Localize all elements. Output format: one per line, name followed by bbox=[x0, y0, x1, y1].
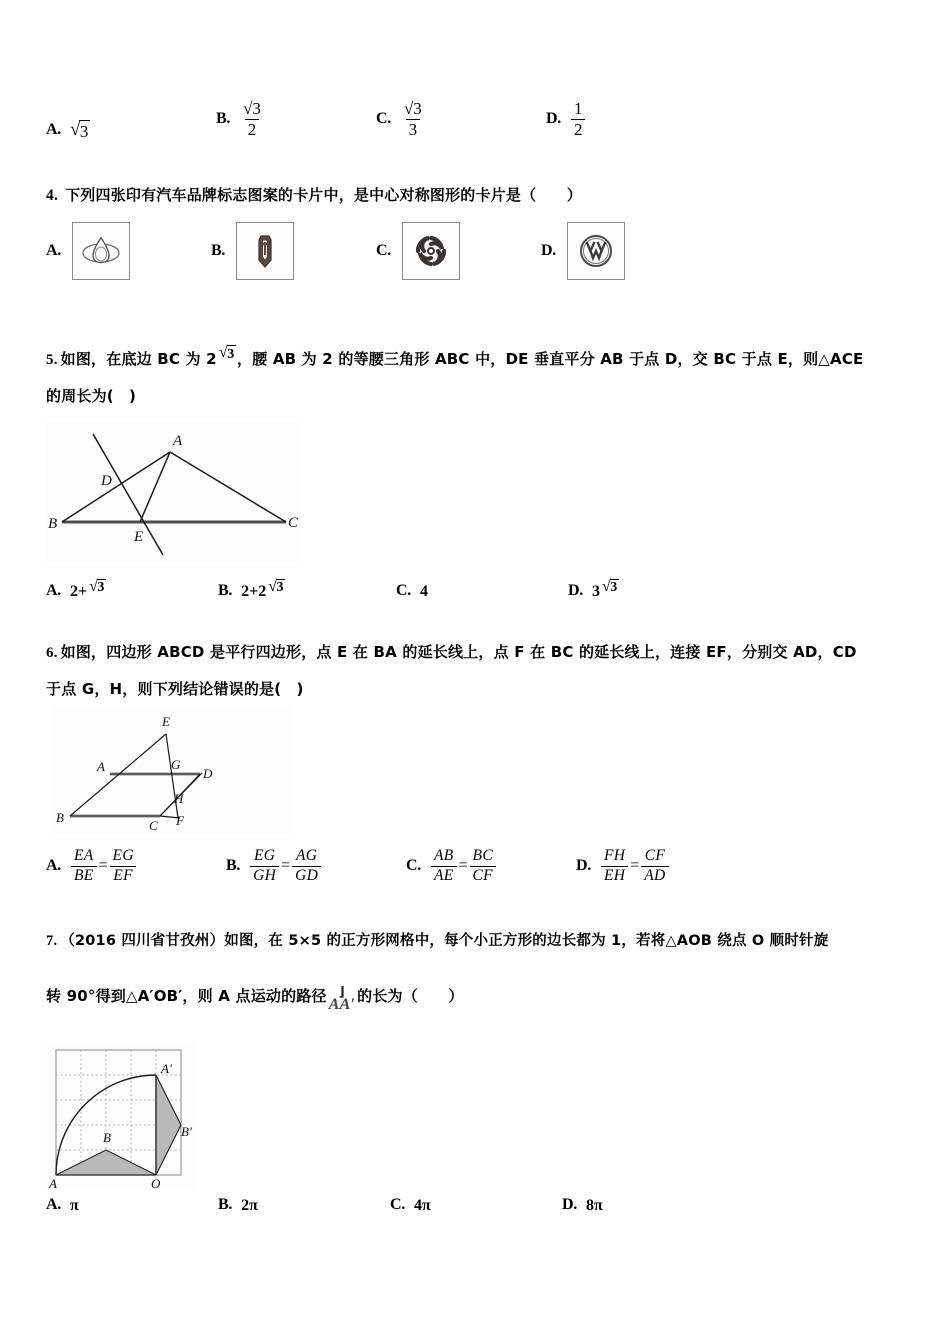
pinwheel-swirl-emblem-icon bbox=[409, 229, 453, 273]
label-G: G bbox=[171, 757, 181, 772]
q6-option-a-label: A. bbox=[46, 856, 61, 874]
q5-option-c-value: 4 bbox=[419, 583, 428, 600]
q7-option-d[interactable] bbox=[562, 1196, 603, 1215]
label-B: B bbox=[48, 516, 58, 532]
q4-option-a[interactable] bbox=[46, 222, 211, 280]
q5-figure bbox=[46, 422, 301, 562]
q6-stem-line-2 bbox=[46, 678, 304, 702]
q6-options-row bbox=[46, 848, 946, 884]
q7-option-b-value: 2π bbox=[241, 1196, 258, 1214]
q3-option-b-value bbox=[239, 100, 265, 140]
sqrt-icon: √ 3 bbox=[601, 577, 618, 595]
logo-card-a bbox=[72, 222, 130, 280]
q3-option-c[interactable] bbox=[376, 100, 546, 140]
label-B: B bbox=[56, 810, 64, 825]
q5-options-row bbox=[46, 577, 946, 601]
q5-option-a-value: 2+ √ 3 bbox=[69, 577, 105, 600]
volkswagen-emblem-icon bbox=[574, 229, 618, 273]
label-C: C bbox=[288, 515, 299, 531]
q7-option-a-value: π bbox=[69, 1196, 79, 1214]
q3-option-b[interactable] bbox=[216, 100, 376, 140]
label-D: D bbox=[101, 473, 112, 489]
vertical-shield-emblem-icon bbox=[243, 229, 287, 273]
q7-option-c-label: C. bbox=[390, 1196, 405, 1213]
q3-options-row bbox=[46, 100, 946, 140]
label-E: E bbox=[162, 714, 170, 729]
arc-notation bbox=[328, 985, 356, 1013]
q6-stem-line1-text: 如图，四边形 ABCD 是平行四边形，点 E 在 BA 的延长线上，点 F 在 BC 的延长线上，连接 EF，分别交 AD，CD bbox=[60, 643, 857, 661]
q5-stem-line-2 bbox=[46, 385, 136, 409]
q3-option-d-label: D. bbox=[546, 110, 561, 128]
q5-option-a-label: A. bbox=[46, 582, 61, 599]
q7-option-c-value: 4π bbox=[413, 1196, 431, 1214]
sqrt-icon: √ 3 bbox=[268, 577, 284, 595]
logo-card-c bbox=[402, 222, 460, 280]
q6-option-d-label: D. bbox=[576, 856, 591, 874]
q4-stem bbox=[46, 184, 582, 207]
toyota-emblem-icon bbox=[79, 229, 123, 273]
q4-option-d[interactable] bbox=[541, 222, 625, 280]
parallelogram-transversal-figure bbox=[52, 706, 292, 834]
q6-option-a[interactable] bbox=[46, 848, 226, 884]
label-A: A bbox=[173, 433, 183, 449]
q7-option-d-value: 8π bbox=[585, 1196, 603, 1214]
logo-card-b bbox=[236, 222, 294, 280]
q3-option-a-value bbox=[70, 120, 90, 140]
fraction-left: $\frac{EG}{GH}$ bbox=[250, 848, 279, 884]
fraction bbox=[401, 100, 425, 140]
fraction-numerator: √3 bbox=[243, 99, 261, 118]
label-B-prime: B' bbox=[181, 1124, 192, 1139]
label-A: A bbox=[49, 1176, 57, 1190]
isosceles-triangle-perpendicular-bisector-figure bbox=[46, 422, 301, 562]
label-A: A bbox=[97, 759, 105, 774]
sqrt-icon: √ 3 bbox=[218, 344, 235, 362]
q7-stem-line2-part-b: 的长为（ ） bbox=[357, 987, 464, 1005]
q5-option-c-label: C. bbox=[396, 582, 411, 599]
q7-stem-line-2 bbox=[46, 985, 464, 1018]
fraction-left: $\frac{AB}{AE}$ bbox=[431, 848, 457, 884]
fraction-numerator: 1 bbox=[573, 99, 583, 118]
q5-number: 5. bbox=[46, 352, 58, 368]
q6-stem-line2-text: 于点 G，H，则下列结论错误的是( ) bbox=[46, 680, 304, 698]
q7-option-b[interactable] bbox=[218, 1196, 390, 1215]
fraction-right: $\frac{CF}{AD}$ bbox=[641, 848, 668, 884]
q4-option-b[interactable] bbox=[211, 222, 376, 280]
q7-option-d-label: D. bbox=[562, 1196, 577, 1213]
equals-sign: = bbox=[281, 856, 291, 874]
q4-stem-text: 下列四张印有汽车品牌标志图案的卡片中，是中心对称图形的卡片是（ ） bbox=[65, 186, 582, 204]
label-A-prime: A' bbox=[161, 1061, 172, 1076]
q6-option-d[interactable] bbox=[576, 848, 670, 884]
q6-figure bbox=[52, 706, 292, 834]
equals-sign: = bbox=[630, 856, 640, 874]
q5-stem-part-b: ，腰 AB 为 2 的等腰三角形 ABC 中，DE 垂直平分 AB 于点 D，交 BC 于点 E，则△ACE bbox=[237, 350, 864, 368]
label-C: C bbox=[149, 818, 158, 833]
q7-option-a-label: A. bbox=[46, 1196, 61, 1213]
q5-option-b-value: 2+2 √ 3 bbox=[241, 577, 284, 600]
q7-option-a[interactable] bbox=[46, 1196, 218, 1215]
arc-label: AA′ bbox=[328, 995, 356, 1013]
q6-option-c[interactable] bbox=[406, 848, 576, 884]
q4-option-d-label: D. bbox=[541, 242, 556, 259]
q6-option-b[interactable] bbox=[226, 848, 406, 884]
fraction-left: $\frac{EA}{BE}$ bbox=[71, 848, 97, 884]
fraction bbox=[240, 100, 264, 140]
fraction-right: $\frac{EG}{EF}$ bbox=[110, 848, 137, 884]
q4-number: 4. bbox=[46, 187, 59, 204]
label-H: H bbox=[174, 791, 184, 806]
q4-option-b-label: B. bbox=[211, 242, 226, 259]
grid-rotation-figure bbox=[47, 1042, 197, 1190]
label-B: B bbox=[103, 1130, 111, 1145]
sqrt-icon: √ 3 bbox=[89, 577, 105, 595]
q3-option-c-value bbox=[400, 100, 426, 140]
q4-option-a-label: A. bbox=[46, 242, 61, 259]
q7-stem-line-1 bbox=[46, 931, 828, 953]
q4-option-c[interactable] bbox=[376, 222, 541, 280]
fraction-right: $\frac{AG}{GD}$ bbox=[292, 848, 321, 884]
equals-sign: = bbox=[458, 856, 468, 874]
q7-figure bbox=[47, 1042, 197, 1190]
equals-sign: = bbox=[98, 856, 108, 874]
q5-option-d-value: 3 √ 3 bbox=[591, 577, 618, 600]
fraction-denominator: 2 bbox=[245, 119, 260, 139]
arc-mark-icon: ⌋ bbox=[338, 985, 345, 1000]
fraction-denominator: 2 bbox=[571, 119, 586, 139]
q7-option-b-label: B. bbox=[218, 1196, 233, 1213]
fraction bbox=[571, 100, 586, 140]
logo-card-d bbox=[567, 222, 625, 280]
q5-stem-line-1 bbox=[46, 344, 864, 372]
q7-option-c[interactable] bbox=[390, 1196, 562, 1215]
q5-stem-part-a: 如图，在底边 BC 为 2 bbox=[60, 350, 217, 368]
q6-number: 6. bbox=[46, 645, 58, 661]
q7-number: 7. bbox=[46, 933, 58, 949]
q6-option-b-label: B. bbox=[226, 856, 241, 874]
q6-option-c-value bbox=[430, 848, 497, 884]
q6-stem-line-1 bbox=[46, 641, 857, 665]
q6-option-a-value bbox=[70, 848, 138, 884]
q6-option-c-label: C. bbox=[406, 856, 421, 874]
q5-option-b-label: B. bbox=[218, 582, 233, 599]
q5-stem-line2-text: 的周长为( ) bbox=[46, 387, 137, 405]
q3-option-b-label: B. bbox=[216, 110, 231, 128]
label-O: O bbox=[151, 1176, 161, 1190]
q5-option-d-label: D. bbox=[568, 582, 583, 599]
q5-option-d[interactable] bbox=[568, 577, 620, 601]
q6-option-d-value bbox=[600, 848, 670, 884]
q4-option-c-label: C. bbox=[376, 242, 391, 259]
fraction-denominator: 3 bbox=[406, 119, 421, 139]
q7-options-row bbox=[46, 1196, 946, 1215]
q7-stem-line2-part-a: 转 90°得到△A′OB′，则 A 点运动的路径 bbox=[46, 987, 327, 1005]
q3-option-a-label: A. bbox=[46, 120, 61, 138]
q3-option-d[interactable] bbox=[546, 100, 586, 140]
sqrt-icon: √ 3 bbox=[69, 119, 89, 141]
q3-option-a[interactable] bbox=[46, 120, 216, 140]
q4-options-row bbox=[46, 222, 625, 280]
fraction-right: $\frac{BC}{CF}$ bbox=[470, 848, 496, 884]
q3-option-d-value bbox=[570, 100, 587, 140]
fraction-numerator: √3 bbox=[403, 99, 422, 118]
q5-option-b[interactable] bbox=[218, 577, 396, 601]
label-E: E bbox=[134, 529, 144, 545]
label-F: F bbox=[176, 813, 184, 828]
q7-stem-line1-text: （2016 四川省甘孜州）如图，在 5×5 的正方形网格中，每个小正方形的边长都为 1，若将△AOB 绕点 O 顺时针旋 bbox=[60, 933, 829, 949]
q6-option-b-value bbox=[249, 848, 322, 884]
label-D: D bbox=[203, 766, 213, 781]
q5-option-a[interactable] bbox=[46, 577, 218, 601]
q3-option-c-label: C. bbox=[376, 110, 391, 128]
fraction-left: $\frac{FH}{EH}$ bbox=[601, 848, 628, 884]
q5-option-c[interactable] bbox=[396, 582, 568, 601]
